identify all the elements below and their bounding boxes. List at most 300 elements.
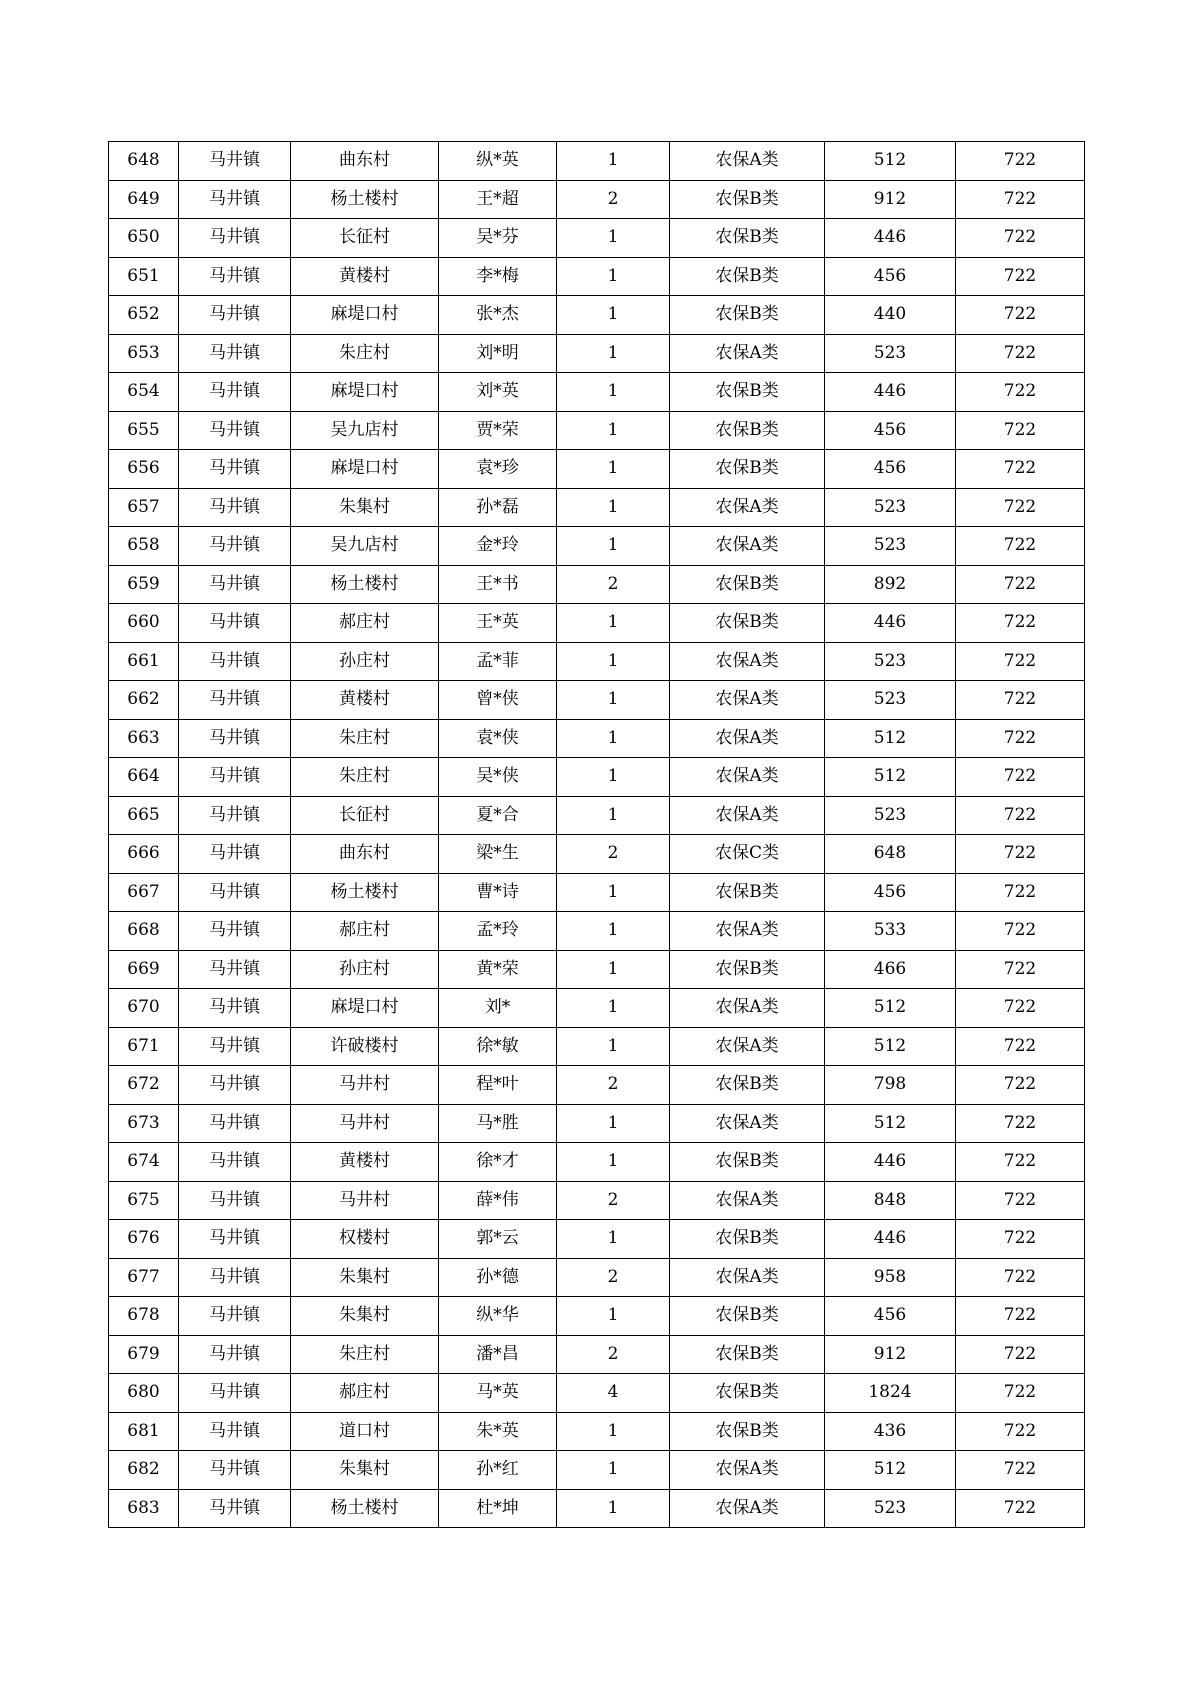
village-cell: 道口村 bbox=[291, 1412, 439, 1451]
standard-cell: 722 bbox=[956, 450, 1085, 489]
amount-cell: 446 bbox=[825, 373, 956, 412]
town-cell: 马井镇 bbox=[179, 912, 291, 951]
name-cell: 潘*昌 bbox=[439, 1335, 557, 1374]
household-count-cell: 1 bbox=[557, 334, 670, 373]
village-cell: 许破楼村 bbox=[291, 1027, 439, 1066]
name-cell: 孟*玲 bbox=[439, 912, 557, 951]
household-count-cell: 1 bbox=[557, 873, 670, 912]
category-cell: 农保B类 bbox=[670, 450, 825, 489]
row-index-cell: 674 bbox=[109, 1143, 179, 1182]
village-cell: 杨土楼村 bbox=[291, 180, 439, 219]
village-cell: 马井村 bbox=[291, 1181, 439, 1220]
table-row bbox=[109, 681, 1085, 720]
name-cell: 金*玲 bbox=[439, 527, 557, 566]
category-cell: 农保B类 bbox=[670, 219, 825, 258]
village-cell: 朱庄村 bbox=[291, 719, 439, 758]
town-cell: 马井镇 bbox=[179, 1374, 291, 1413]
standard-cell: 722 bbox=[956, 565, 1085, 604]
town-cell: 马井镇 bbox=[179, 488, 291, 527]
name-cell: 梁*生 bbox=[439, 835, 557, 874]
row-index-cell: 680 bbox=[109, 1374, 179, 1413]
amount-cell: 958 bbox=[825, 1258, 956, 1297]
table-row bbox=[109, 642, 1085, 681]
household-count-cell: 1 bbox=[557, 219, 670, 258]
category-cell: 农保A类 bbox=[670, 142, 825, 181]
category-cell: 农保A类 bbox=[670, 681, 825, 720]
name-cell: 黄*荣 bbox=[439, 950, 557, 989]
table-row bbox=[109, 1027, 1085, 1066]
row-index-cell: 648 bbox=[109, 142, 179, 181]
row-index-cell: 666 bbox=[109, 835, 179, 874]
village-cell: 孙庄村 bbox=[291, 642, 439, 681]
household-count-cell: 1 bbox=[557, 1297, 670, 1336]
village-cell: 黄楼村 bbox=[291, 257, 439, 296]
row-index-cell: 669 bbox=[109, 950, 179, 989]
household-count-cell: 1 bbox=[557, 373, 670, 412]
amount-cell: 523 bbox=[825, 796, 956, 835]
table-row bbox=[109, 180, 1085, 219]
name-cell: 孙*德 bbox=[439, 1258, 557, 1297]
category-cell: 农保C类 bbox=[670, 835, 825, 874]
table-row bbox=[109, 1220, 1085, 1259]
standard-cell: 722 bbox=[956, 835, 1085, 874]
household-count-cell: 1 bbox=[557, 796, 670, 835]
category-cell: 农保B类 bbox=[670, 257, 825, 296]
household-count-cell: 2 bbox=[557, 565, 670, 604]
amount-cell: 523 bbox=[825, 527, 956, 566]
town-cell: 马井镇 bbox=[179, 989, 291, 1028]
standard-cell: 722 bbox=[956, 1489, 1085, 1528]
amount-cell: 912 bbox=[825, 1335, 956, 1374]
standard-cell: 722 bbox=[956, 1143, 1085, 1182]
household-count-cell: 1 bbox=[557, 450, 670, 489]
row-index-cell: 653 bbox=[109, 334, 179, 373]
amount-cell: 648 bbox=[825, 835, 956, 874]
category-cell: 农保B类 bbox=[670, 180, 825, 219]
village-cell: 吴九店村 bbox=[291, 527, 439, 566]
category-cell: 农保B类 bbox=[670, 1297, 825, 1336]
amount-cell: 440 bbox=[825, 296, 956, 335]
category-cell: 农保A类 bbox=[670, 488, 825, 527]
household-count-cell: 2 bbox=[557, 1258, 670, 1297]
name-cell: 袁*珍 bbox=[439, 450, 557, 489]
amount-cell: 512 bbox=[825, 989, 956, 1028]
amount-cell: 523 bbox=[825, 1489, 956, 1528]
row-index-cell: 681 bbox=[109, 1412, 179, 1451]
table-row bbox=[109, 719, 1085, 758]
amount-cell: 446 bbox=[825, 1143, 956, 1182]
household-count-cell: 1 bbox=[557, 681, 670, 720]
table-row bbox=[109, 1181, 1085, 1220]
row-index-cell: 650 bbox=[109, 219, 179, 258]
household-count-cell: 2 bbox=[557, 180, 670, 219]
table-row bbox=[109, 450, 1085, 489]
table-row bbox=[109, 411, 1085, 450]
town-cell: 马井镇 bbox=[179, 642, 291, 681]
table-row bbox=[109, 257, 1085, 296]
town-cell: 马井镇 bbox=[179, 1297, 291, 1336]
name-cell: 孙*红 bbox=[439, 1451, 557, 1490]
category-cell: 农保B类 bbox=[670, 1374, 825, 1413]
amount-cell: 523 bbox=[825, 681, 956, 720]
standard-cell: 722 bbox=[956, 604, 1085, 643]
row-index-cell: 675 bbox=[109, 1181, 179, 1220]
town-cell: 马井镇 bbox=[179, 373, 291, 412]
table-row bbox=[109, 758, 1085, 797]
town-cell: 马井镇 bbox=[179, 604, 291, 643]
standard-cell: 722 bbox=[956, 1412, 1085, 1451]
name-cell: 纵*华 bbox=[439, 1297, 557, 1336]
row-index-cell: 671 bbox=[109, 1027, 179, 1066]
village-cell: 马井村 bbox=[291, 1104, 439, 1143]
standard-cell: 722 bbox=[956, 1335, 1085, 1374]
table-row bbox=[109, 565, 1085, 604]
village-cell: 马井村 bbox=[291, 1066, 439, 1105]
household-count-cell: 2 bbox=[557, 1181, 670, 1220]
name-cell: 徐*敏 bbox=[439, 1027, 557, 1066]
standard-cell: 722 bbox=[956, 1220, 1085, 1259]
amount-cell: 533 bbox=[825, 912, 956, 951]
standard-cell: 722 bbox=[956, 1258, 1085, 1297]
household-count-cell: 1 bbox=[557, 604, 670, 643]
table-row bbox=[109, 1066, 1085, 1105]
amount-cell: 446 bbox=[825, 1220, 956, 1259]
amount-cell: 512 bbox=[825, 1451, 956, 1490]
village-cell: 郝庄村 bbox=[291, 604, 439, 643]
name-cell: 刘* bbox=[439, 989, 557, 1028]
table-row bbox=[109, 912, 1085, 951]
household-count-cell: 1 bbox=[557, 257, 670, 296]
standard-cell: 722 bbox=[956, 1181, 1085, 1220]
town-cell: 马井镇 bbox=[179, 1335, 291, 1374]
row-index-cell: 649 bbox=[109, 180, 179, 219]
row-index-cell: 652 bbox=[109, 296, 179, 335]
table-row bbox=[109, 1451, 1085, 1490]
village-cell: 麻堤口村 bbox=[291, 989, 439, 1028]
row-index-cell: 660 bbox=[109, 604, 179, 643]
table-row bbox=[109, 1489, 1085, 1528]
table-row bbox=[109, 373, 1085, 412]
table-row bbox=[109, 142, 1085, 181]
category-cell: 农保A类 bbox=[670, 1104, 825, 1143]
town-cell: 马井镇 bbox=[179, 950, 291, 989]
household-count-cell: 1 bbox=[557, 1451, 670, 1490]
category-cell: 农保A类 bbox=[670, 758, 825, 797]
table-row bbox=[109, 835, 1085, 874]
table-row bbox=[109, 1258, 1085, 1297]
village-cell: 杨土楼村 bbox=[291, 1489, 439, 1528]
amount-cell: 523 bbox=[825, 334, 956, 373]
household-count-cell: 1 bbox=[557, 1220, 670, 1259]
table-row bbox=[109, 296, 1085, 335]
standard-cell: 722 bbox=[956, 1374, 1085, 1413]
village-cell: 曲东村 bbox=[291, 835, 439, 874]
household-count-cell: 1 bbox=[557, 950, 670, 989]
name-cell: 孙*磊 bbox=[439, 488, 557, 527]
row-index-cell: 673 bbox=[109, 1104, 179, 1143]
town-cell: 马井镇 bbox=[179, 219, 291, 258]
table-row bbox=[109, 1104, 1085, 1143]
village-cell: 杨土楼村 bbox=[291, 873, 439, 912]
household-count-cell: 1 bbox=[557, 1104, 670, 1143]
amount-cell: 523 bbox=[825, 642, 956, 681]
standard-cell: 722 bbox=[956, 912, 1085, 951]
village-cell: 麻堤口村 bbox=[291, 296, 439, 335]
standard-cell: 722 bbox=[956, 719, 1085, 758]
amount-cell: 848 bbox=[825, 1181, 956, 1220]
row-index-cell: 682 bbox=[109, 1451, 179, 1490]
standard-cell: 722 bbox=[956, 219, 1085, 258]
standard-cell: 722 bbox=[956, 180, 1085, 219]
table-row bbox=[109, 989, 1085, 1028]
town-cell: 马井镇 bbox=[179, 1412, 291, 1451]
row-index-cell: 655 bbox=[109, 411, 179, 450]
row-index-cell: 651 bbox=[109, 257, 179, 296]
name-cell: 李*梅 bbox=[439, 257, 557, 296]
village-cell: 孙庄村 bbox=[291, 950, 439, 989]
household-count-cell: 2 bbox=[557, 1066, 670, 1105]
name-cell: 曾*侠 bbox=[439, 681, 557, 720]
category-cell: 农保B类 bbox=[670, 296, 825, 335]
table-row bbox=[109, 604, 1085, 643]
name-cell: 夏*合 bbox=[439, 796, 557, 835]
category-cell: 农保B类 bbox=[670, 373, 825, 412]
table-row bbox=[109, 1297, 1085, 1336]
category-cell: 农保A类 bbox=[670, 642, 825, 681]
standard-cell: 722 bbox=[956, 1297, 1085, 1336]
row-index-cell: 678 bbox=[109, 1297, 179, 1336]
category-cell: 农保A类 bbox=[670, 989, 825, 1028]
category-cell: 农保A类 bbox=[670, 1181, 825, 1220]
standard-cell: 722 bbox=[956, 527, 1085, 566]
category-cell: 农保B类 bbox=[670, 873, 825, 912]
row-index-cell: 668 bbox=[109, 912, 179, 951]
category-cell: 农保A类 bbox=[670, 719, 825, 758]
household-count-cell: 2 bbox=[557, 835, 670, 874]
village-cell: 朱集村 bbox=[291, 488, 439, 527]
name-cell: 吴*芬 bbox=[439, 219, 557, 258]
household-count-cell: 1 bbox=[557, 719, 670, 758]
village-cell: 朱庄村 bbox=[291, 334, 439, 373]
row-index-cell: 665 bbox=[109, 796, 179, 835]
category-cell: 农保A类 bbox=[670, 1258, 825, 1297]
row-index-cell: 676 bbox=[109, 1220, 179, 1259]
village-cell: 郝庄村 bbox=[291, 912, 439, 951]
name-cell: 张*杰 bbox=[439, 296, 557, 335]
village-cell: 朱集村 bbox=[291, 1297, 439, 1336]
category-cell: 农保A类 bbox=[670, 912, 825, 951]
town-cell: 马井镇 bbox=[179, 142, 291, 181]
town-cell: 马井镇 bbox=[179, 180, 291, 219]
town-cell: 马井镇 bbox=[179, 1027, 291, 1066]
household-count-cell: 1 bbox=[557, 758, 670, 797]
standard-cell: 722 bbox=[956, 1027, 1085, 1066]
amount-cell: 512 bbox=[825, 719, 956, 758]
name-cell: 薛*伟 bbox=[439, 1181, 557, 1220]
household-count-cell: 1 bbox=[557, 527, 670, 566]
town-cell: 马井镇 bbox=[179, 1451, 291, 1490]
name-cell: 郭*云 bbox=[439, 1220, 557, 1259]
table-row bbox=[109, 334, 1085, 373]
row-index-cell: 683 bbox=[109, 1489, 179, 1528]
household-count-cell: 4 bbox=[557, 1374, 670, 1413]
town-cell: 马井镇 bbox=[179, 1181, 291, 1220]
amount-cell: 456 bbox=[825, 411, 956, 450]
village-cell: 朱集村 bbox=[291, 1451, 439, 1490]
amount-cell: 912 bbox=[825, 180, 956, 219]
standard-cell: 722 bbox=[956, 950, 1085, 989]
village-cell: 权楼村 bbox=[291, 1220, 439, 1259]
category-cell: 农保B类 bbox=[670, 1335, 825, 1374]
standard-cell: 722 bbox=[956, 681, 1085, 720]
town-cell: 马井镇 bbox=[179, 835, 291, 874]
category-cell: 农保A类 bbox=[670, 334, 825, 373]
standard-cell: 722 bbox=[956, 1104, 1085, 1143]
name-cell: 吴*侠 bbox=[439, 758, 557, 797]
amount-cell: 466 bbox=[825, 950, 956, 989]
household-count-cell: 1 bbox=[557, 1412, 670, 1451]
name-cell: 纵*英 bbox=[439, 142, 557, 181]
amount-cell: 456 bbox=[825, 257, 956, 296]
table-row bbox=[109, 950, 1085, 989]
standard-cell: 722 bbox=[956, 989, 1085, 1028]
household-count-cell: 1 bbox=[557, 296, 670, 335]
row-index-cell: 654 bbox=[109, 373, 179, 412]
standard-cell: 722 bbox=[956, 257, 1085, 296]
household-count-cell: 1 bbox=[557, 912, 670, 951]
name-cell: 袁*侠 bbox=[439, 719, 557, 758]
amount-cell: 798 bbox=[825, 1066, 956, 1105]
amount-cell: 512 bbox=[825, 758, 956, 797]
village-cell: 郝庄村 bbox=[291, 1374, 439, 1413]
table-row bbox=[109, 873, 1085, 912]
row-index-cell: 677 bbox=[109, 1258, 179, 1297]
name-cell: 朱*英 bbox=[439, 1412, 557, 1451]
village-cell: 朱集村 bbox=[291, 1258, 439, 1297]
household-count-cell: 1 bbox=[557, 1489, 670, 1528]
village-cell: 黄楼村 bbox=[291, 681, 439, 720]
name-cell: 刘*明 bbox=[439, 334, 557, 373]
table-row bbox=[109, 1374, 1085, 1413]
row-index-cell: 664 bbox=[109, 758, 179, 797]
category-cell: 农保B类 bbox=[670, 1220, 825, 1259]
row-index-cell: 670 bbox=[109, 989, 179, 1028]
row-index-cell: 657 bbox=[109, 488, 179, 527]
standard-cell: 722 bbox=[956, 411, 1085, 450]
table-row bbox=[109, 796, 1085, 835]
table-row bbox=[109, 1412, 1085, 1451]
amount-cell: 523 bbox=[825, 488, 956, 527]
town-cell: 马井镇 bbox=[179, 1220, 291, 1259]
amount-cell: 512 bbox=[825, 142, 956, 181]
category-cell: 农保A类 bbox=[670, 796, 825, 835]
standard-cell: 722 bbox=[956, 1066, 1085, 1105]
standard-cell: 722 bbox=[956, 488, 1085, 527]
town-cell: 马井镇 bbox=[179, 411, 291, 450]
standard-cell: 722 bbox=[956, 296, 1085, 335]
table-row bbox=[109, 527, 1085, 566]
household-count-cell: 2 bbox=[557, 1335, 670, 1374]
amount-cell: 512 bbox=[825, 1027, 956, 1066]
household-count-cell: 1 bbox=[557, 642, 670, 681]
name-cell: 王*超 bbox=[439, 180, 557, 219]
category-cell: 农保A类 bbox=[670, 1027, 825, 1066]
row-index-cell: 658 bbox=[109, 527, 179, 566]
category-cell: 农保A类 bbox=[670, 1489, 825, 1528]
amount-cell: 512 bbox=[825, 1104, 956, 1143]
household-count-cell: 1 bbox=[557, 142, 670, 181]
town-cell: 马井镇 bbox=[179, 1143, 291, 1182]
town-cell: 马井镇 bbox=[179, 681, 291, 720]
name-cell: 孟*菲 bbox=[439, 642, 557, 681]
row-index-cell: 663 bbox=[109, 719, 179, 758]
village-cell: 麻堤口村 bbox=[291, 450, 439, 489]
village-cell: 杨土楼村 bbox=[291, 565, 439, 604]
town-cell: 马井镇 bbox=[179, 334, 291, 373]
village-cell: 朱庄村 bbox=[291, 1335, 439, 1374]
town-cell: 马井镇 bbox=[179, 257, 291, 296]
household-count-cell: 1 bbox=[557, 989, 670, 1028]
name-cell: 程*叶 bbox=[439, 1066, 557, 1105]
town-cell: 马井镇 bbox=[179, 758, 291, 797]
name-cell: 杜*坤 bbox=[439, 1489, 557, 1528]
name-cell: 曹*诗 bbox=[439, 873, 557, 912]
category-cell: 农保A类 bbox=[670, 1451, 825, 1490]
row-index-cell: 667 bbox=[109, 873, 179, 912]
row-index-cell: 672 bbox=[109, 1066, 179, 1105]
category-cell: 农保B类 bbox=[670, 411, 825, 450]
table-body bbox=[109, 142, 1085, 1528]
amount-cell: 456 bbox=[825, 1297, 956, 1336]
name-cell: 贾*荣 bbox=[439, 411, 557, 450]
standard-cell: 722 bbox=[956, 758, 1085, 797]
standard-cell: 722 bbox=[956, 334, 1085, 373]
standard-cell: 722 bbox=[956, 373, 1085, 412]
category-cell: 农保B类 bbox=[670, 1412, 825, 1451]
table-row bbox=[109, 1335, 1085, 1374]
household-count-cell: 1 bbox=[557, 488, 670, 527]
row-index-cell: 659 bbox=[109, 565, 179, 604]
village-cell: 朱庄村 bbox=[291, 758, 439, 797]
row-index-cell: 656 bbox=[109, 450, 179, 489]
village-cell: 长征村 bbox=[291, 796, 439, 835]
name-cell: 徐*才 bbox=[439, 1143, 557, 1182]
household-count-cell: 1 bbox=[557, 1143, 670, 1182]
category-cell: 农保B类 bbox=[670, 1143, 825, 1182]
standard-cell: 722 bbox=[956, 1451, 1085, 1490]
amount-cell: 892 bbox=[825, 565, 956, 604]
category-cell: 农保B类 bbox=[670, 565, 825, 604]
table-row bbox=[109, 488, 1085, 527]
town-cell: 马井镇 bbox=[179, 719, 291, 758]
name-cell: 王*书 bbox=[439, 565, 557, 604]
amount-cell: 446 bbox=[825, 219, 956, 258]
category-cell: 农保B类 bbox=[670, 950, 825, 989]
town-cell: 马井镇 bbox=[179, 450, 291, 489]
village-cell: 长征村 bbox=[291, 219, 439, 258]
standard-cell: 722 bbox=[956, 796, 1085, 835]
name-cell: 马*英 bbox=[439, 1374, 557, 1413]
town-cell: 马井镇 bbox=[179, 527, 291, 566]
name-cell: 马*胜 bbox=[439, 1104, 557, 1143]
town-cell: 马井镇 bbox=[179, 1489, 291, 1528]
town-cell: 马井镇 bbox=[179, 565, 291, 604]
category-cell: 农保B类 bbox=[670, 604, 825, 643]
table-row bbox=[109, 1143, 1085, 1182]
household-count-cell: 1 bbox=[557, 411, 670, 450]
town-cell: 马井镇 bbox=[179, 796, 291, 835]
row-index-cell: 679 bbox=[109, 1335, 179, 1374]
